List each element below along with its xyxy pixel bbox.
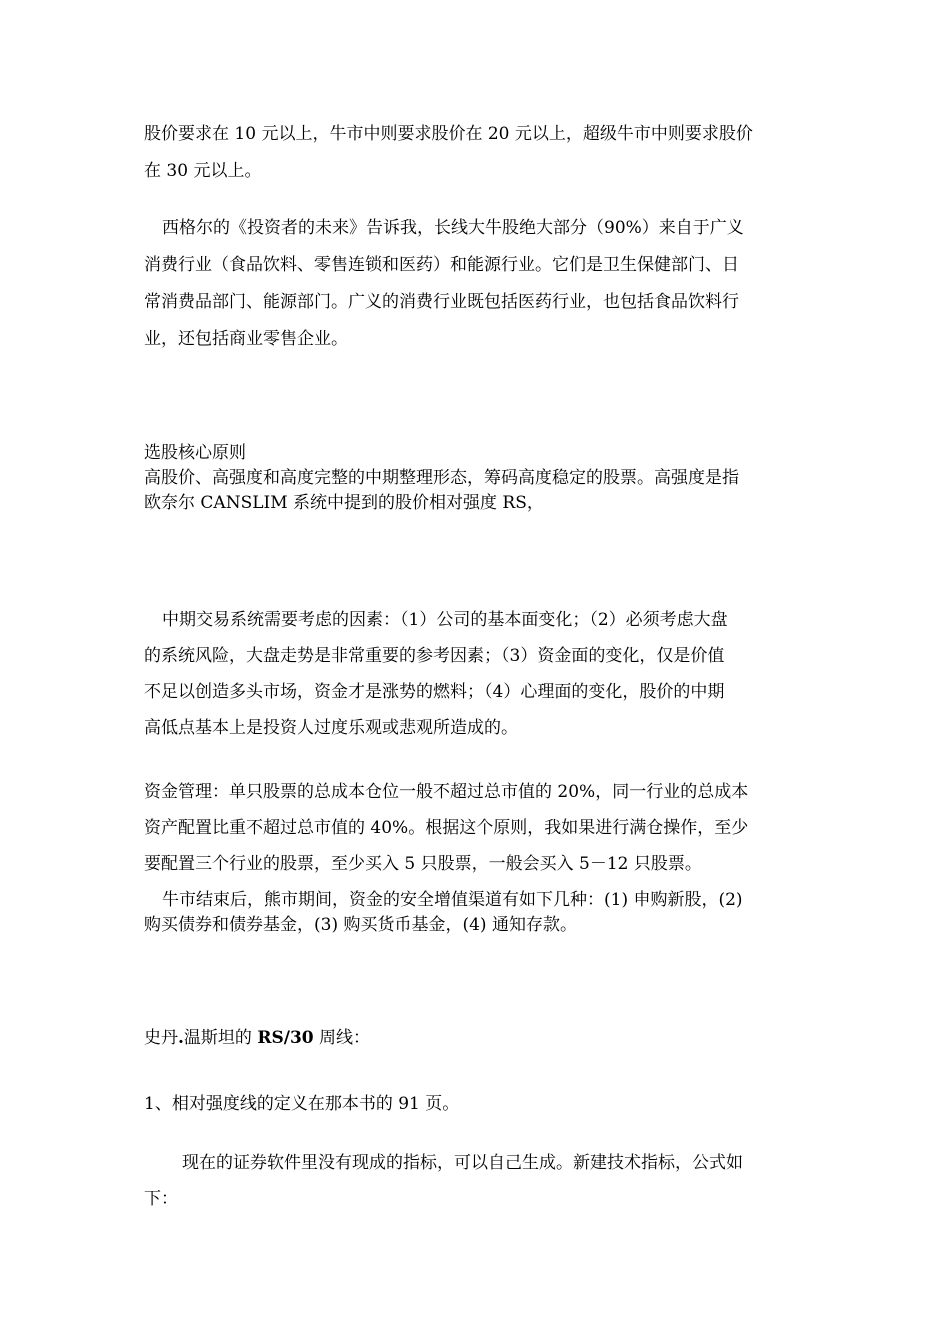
heading-dot: . [178, 1028, 184, 1048]
paragraph-stock-selection-principle [144, 441, 812, 516]
text-line: 西格尔的《投资者的未来》告诉我，长线大牛股绝大部分（90%）来自于广义 [162, 218, 744, 238]
heading-line [144, 1026, 812, 1051]
text-line: 高股价、高强度和高度完整的中期整理形态，筹码高度稳定的股票。高强度是指 [144, 468, 739, 488]
heading-rs30: RS/30 [257, 1028, 314, 1048]
text-line: 1、相对强度线的定义在那本书的 91 页。 [144, 1094, 460, 1114]
text-line: 的系统风险，大盘走势是非常重要的参考因素；（3）资金面的变化，仅是价值 [144, 646, 725, 666]
paragraph-money-management [144, 774, 812, 882]
heading-suffix: 周线： [313, 1028, 371, 1048]
heading-weinstein-rs30 [144, 1026, 812, 1051]
heading-prefix: 史丹 [144, 1028, 178, 1048]
text-line: 牛市结束后，熊市期间，资金的安全增值渠道有如下几种：(1) 申购新股，(2) [162, 890, 743, 910]
paragraph-new-indicator [144, 1145, 812, 1217]
text-line: 股价要求在 10 元以上，牛市中则要求股价在 20 元以上，超级牛市中则要求股价 [144, 124, 753, 144]
list-item-rs-definition [144, 1092, 812, 1117]
text-line: 资产配置比重不超过总市值的 40%。根据这个原则，我如果进行满仓操作，至少 [144, 818, 749, 838]
text-line: 下： [144, 1189, 178, 1209]
heading-middle: 温斯坦的 [183, 1028, 258, 1048]
text-line: 购买债券和债券基金，(3) 购买货币基金，(4) 通知存款。 [144, 915, 577, 935]
text-line: 不足以创造多头市场，资金才是涨势的燃料；（4）心理面的变化，股价的中期 [144, 682, 725, 702]
text-line: 消费行业（食品饮料、零售连锁和医药）和能源行业。它们是卫生保健部门、日 [144, 255, 739, 275]
text-line: 在 30 元以上。 [144, 161, 262, 181]
text-line: 要配置三个行业的股票，至少买入 5 只股票，一般会买入 5－12 只股票。 [144, 854, 702, 874]
text-line: 高低点基本上是投资人过度乐观或悲观所造成的。 [144, 718, 518, 738]
text-line: 业，还包括商业零售企业。 [144, 329, 348, 349]
text-line: 现在的证券软件里没有现成的指标，可以自己生成。新建技术指标，公式如 [182, 1153, 743, 1173]
paragraph-medium-term-factors [144, 602, 812, 746]
section-heading: 选股核心原则 [144, 443, 246, 463]
paragraph-bear-market-channels [144, 888, 812, 938]
text-line: 中期交易系统需要考虑的因素：（1）公司的基本面变化；（2）必须考虑大盘 [162, 610, 728, 630]
paragraph-siegel-consumer-sectors [144, 210, 812, 358]
text-line: 资金管理：单只股票的总成本仓位一般不超过总市值的 20%，同一行业的总成本 [144, 782, 749, 802]
text-line: 欧奈尔 CANSLIM 系统中提到的股价相对强度 RS， [144, 493, 544, 513]
text-line: 常消费品部门、能源部门。广义的消费行业既包括医药行业，也包括食品饮料行 [144, 292, 739, 312]
paragraph-price-requirement [144, 116, 812, 190]
